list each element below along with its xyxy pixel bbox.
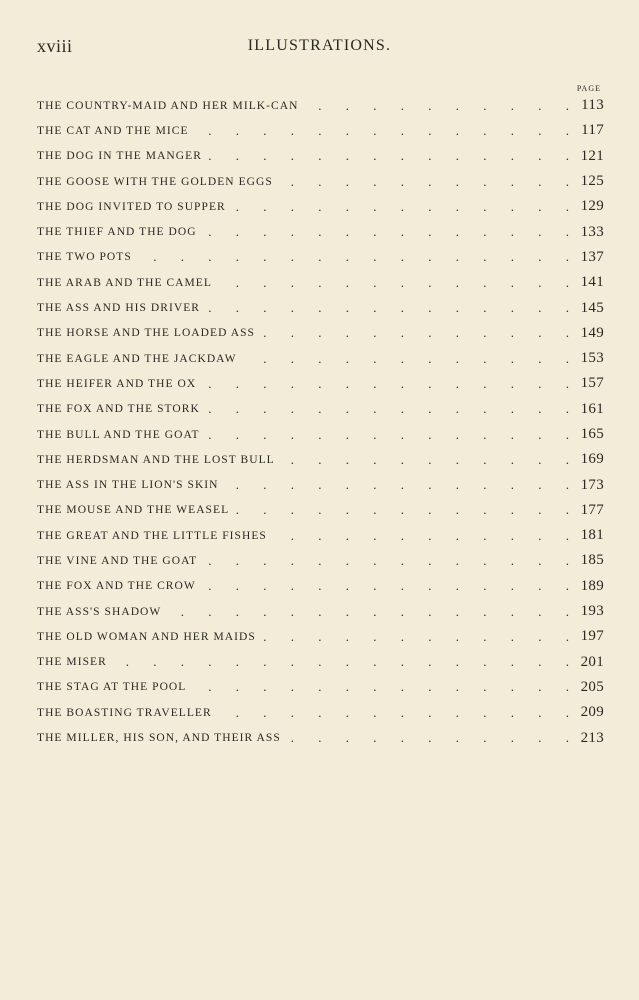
illustrations-list xyxy=(37,93,604,751)
dot-leader xyxy=(235,502,570,518)
list-entry xyxy=(37,700,604,725)
list-entry xyxy=(37,548,604,573)
dot-leader xyxy=(218,275,570,291)
list-entry xyxy=(37,371,604,396)
entry-page-number: 133 xyxy=(580,223,604,240)
entry-title: THE COUNTRY-MAID AND HER MILK-CAN xyxy=(37,99,299,112)
entry-title: THE ASS'S SHADOW xyxy=(37,605,162,618)
entry-title: THE FOX AND THE CROW xyxy=(37,580,196,593)
dot-leader xyxy=(208,148,570,164)
dot-leader xyxy=(218,705,570,721)
entry-page-number: 129 xyxy=(580,198,604,215)
list-entry xyxy=(37,219,604,244)
entry-title: THE TWO POTS xyxy=(37,251,132,264)
list-entry xyxy=(37,118,604,143)
dot-leader xyxy=(203,553,570,569)
dot-leader xyxy=(202,376,570,392)
dot-leader xyxy=(195,123,570,139)
entry-page-number: 193 xyxy=(580,603,604,620)
list-entry xyxy=(37,675,604,700)
entry-page-number: 113 xyxy=(581,97,604,114)
entry-title: THE MILLER, HIS SON, AND THEIR ASS xyxy=(37,732,281,745)
entry-page-number: 197 xyxy=(580,628,604,645)
list-entry xyxy=(37,472,604,497)
entry-title: THE BOASTING TRAVELLER xyxy=(37,706,212,719)
list-entry xyxy=(37,321,604,346)
entry-title: THE DOG INVITED TO SUPPER xyxy=(37,200,226,213)
dot-leader xyxy=(304,98,570,114)
list-entry xyxy=(37,295,604,320)
entry-page-number: 125 xyxy=(580,173,604,190)
entry-page-number: 121 xyxy=(580,147,604,164)
dot-leader xyxy=(113,654,570,670)
dot-leader xyxy=(167,604,570,620)
entry-title: THE HEIFER AND THE OX xyxy=(37,377,197,390)
entry-page-number: 149 xyxy=(580,324,604,341)
list-entry xyxy=(37,245,604,270)
entry-title: THE ASS IN THE LION'S SKIN xyxy=(37,479,219,492)
entry-page-number: 173 xyxy=(580,476,604,493)
list-entry xyxy=(37,599,604,624)
entry-title: THE GREAT AND THE LITTLE FISHES xyxy=(37,529,267,542)
entry-title: THE VINE AND THE GOAT xyxy=(37,554,198,567)
entry-page-number: 205 xyxy=(580,678,604,695)
entry-title: THE HORSE AND THE LOADED ASS xyxy=(37,327,255,340)
entry-page-number: 181 xyxy=(580,527,604,544)
entry-title: THE STAG AT THE POOL xyxy=(37,681,187,694)
dot-leader xyxy=(262,629,570,645)
entry-title: THE DOG IN THE MANGER xyxy=(37,150,202,163)
list-entry xyxy=(37,725,604,750)
entry-page-number: 153 xyxy=(580,350,604,367)
entry-title: THE ASS AND HIS DRIVER xyxy=(37,302,201,315)
list-entry xyxy=(37,624,604,649)
dot-leader xyxy=(243,351,570,367)
dot-leader xyxy=(206,427,570,443)
entry-title: THE GOOSE WITH THE GOLDEN EGGS xyxy=(37,175,273,188)
entry-title: THE ARAB AND THE CAMEL xyxy=(37,276,212,289)
dot-leader xyxy=(279,174,570,190)
dot-leader xyxy=(287,730,570,746)
list-entry xyxy=(37,650,604,675)
entry-title: THE FOX AND THE STORK xyxy=(37,403,200,416)
dot-leader xyxy=(206,401,570,417)
entry-page-number: 141 xyxy=(580,274,604,291)
dot-leader xyxy=(232,199,570,215)
dot-leader xyxy=(281,452,570,468)
entry-page-number: 213 xyxy=(580,729,604,746)
list-entry xyxy=(37,270,604,295)
dot-leader xyxy=(202,578,570,594)
list-entry xyxy=(37,447,604,472)
dot-leader xyxy=(273,528,570,544)
page-column-label: PAGE xyxy=(576,84,601,93)
entry-page-number: 157 xyxy=(580,375,604,392)
list-entry xyxy=(37,194,604,219)
dot-leader xyxy=(261,325,570,341)
entry-page-number: 161 xyxy=(580,400,604,417)
entry-page-number: 201 xyxy=(580,653,604,670)
list-entry xyxy=(37,346,604,371)
list-entry xyxy=(37,422,604,447)
entry-title: THE THIEF AND THE DOG xyxy=(37,226,197,239)
entry-title: THE MISER xyxy=(37,656,107,669)
entry-title: THE CAT AND THE MICE xyxy=(37,124,189,137)
running-head: ILLUSTRATIONS. xyxy=(247,37,392,54)
entry-page-number: 177 xyxy=(580,501,604,518)
entry-page-number: 185 xyxy=(580,552,604,569)
entry-title: THE OLD WOMAN AND HER MAIDS xyxy=(37,630,256,643)
entry-page-number: 145 xyxy=(580,299,604,316)
dot-leader xyxy=(225,477,570,493)
dot-leader xyxy=(192,679,570,695)
entry-page-number: 117 xyxy=(581,122,604,139)
entry-page-number: 169 xyxy=(580,451,604,468)
entry-title: THE EAGLE AND THE JACKDAW xyxy=(37,352,237,365)
entry-page-number: 189 xyxy=(580,577,604,594)
entry-page-number: 209 xyxy=(580,704,604,721)
page-number-folio: xviii xyxy=(37,36,73,56)
dot-leader xyxy=(138,249,570,265)
entry-title: THE BULL AND THE GOAT xyxy=(37,428,200,441)
entry-page-number: 137 xyxy=(580,248,604,265)
dot-leader xyxy=(203,224,570,240)
list-entry xyxy=(37,523,604,548)
list-entry xyxy=(37,144,604,169)
list-entry xyxy=(37,498,604,523)
list-entry xyxy=(37,93,604,118)
dot-leader xyxy=(206,300,570,316)
list-entry xyxy=(37,574,604,599)
entry-title: THE HERDSMAN AND THE LOST BULL xyxy=(37,453,275,466)
entry-title: THE MOUSE AND THE WEASEL xyxy=(37,504,230,517)
entry-page-number: 165 xyxy=(580,426,604,442)
list-entry xyxy=(37,397,604,422)
list-entry xyxy=(37,169,604,194)
